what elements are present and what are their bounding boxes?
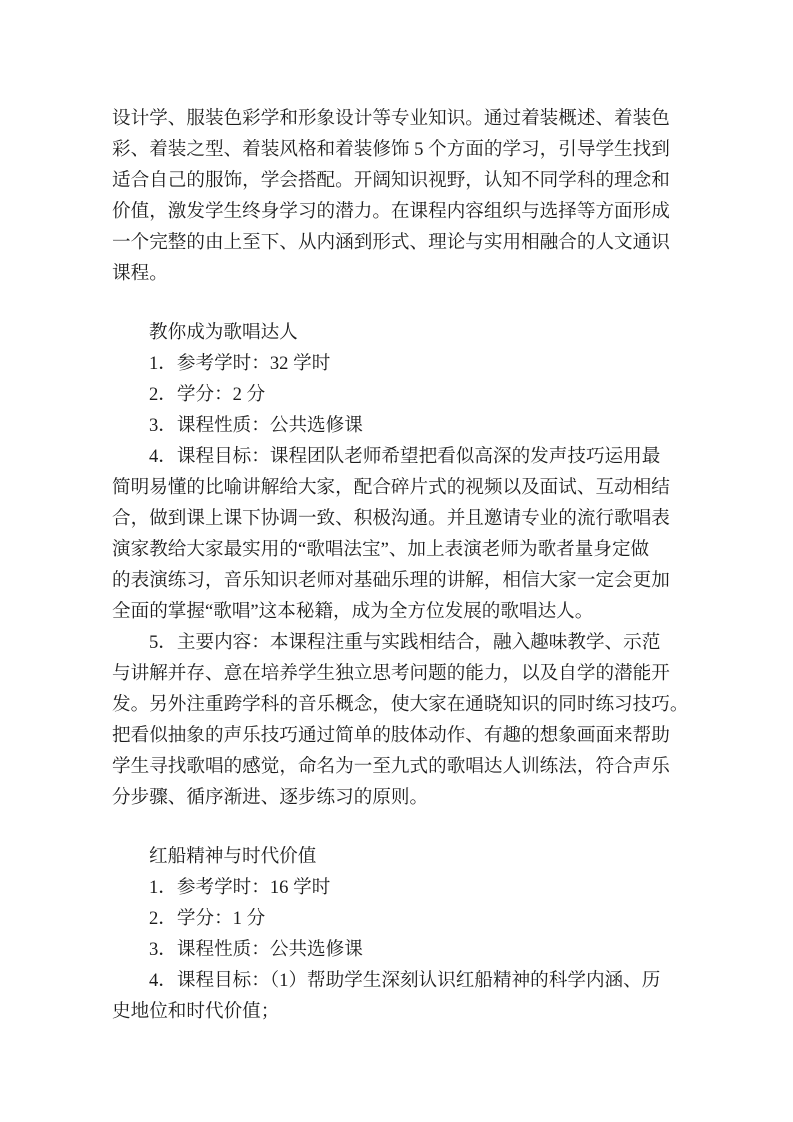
text-line: 史地位和时代价值； — [112, 1001, 280, 1022]
text-line: 把看似抽象的声乐技巧通过简单的肢体动作、有趣的想象画面来帮助 — [112, 725, 670, 746]
text-line: 与讲解并存、意在培养学生独立思考问题的能力，以及自学的潜能开 — [112, 663, 670, 684]
course-item-goals: 4．课程目标：课程团队老师希望把看似高深的发声技巧运用最 — [149, 446, 661, 467]
intro-paragraph — [112, 103, 672, 289]
text-line: 学生寻找歌唱的感觉，命名为一至九式的歌唱达人训练法，符合声乐 — [112, 756, 670, 777]
text-line: 的表演练习，音乐知识老师对基础乐理的讲解，相信大家一定会更加 — [112, 570, 670, 591]
course-title: 红船精神与时代价值 — [149, 846, 317, 867]
text-line: 全面的掌握“歌唱”这本秘籍，成为全方位发展的歌唱达人。 — [112, 601, 594, 622]
course-item-type: 3．课程性质：公共选修课 — [149, 415, 363, 436]
text-line: 课程。 — [112, 263, 168, 284]
course-section-red-boat — [112, 841, 672, 1027]
text-line: 适合自己的服饰，学会搭配。开阔知识视野，认知不同学科的理念和 — [112, 170, 670, 191]
course-item-credits: 2．学分：2 分 — [149, 384, 266, 405]
text-line: 合，做到课上课下协调一致、积极沟通。并且邀请专业的流行歌唱表 — [112, 508, 670, 529]
course-item-hours: 1．参考学时：32 学时 — [149, 353, 331, 374]
text-line: 发。另外注重跨学科的音乐概念，使大家在通晓知识的同时练习技巧。 — [112, 694, 689, 715]
text-line: 彩、着装之型、着装风格和着装修饰 5 个方面的学习，引导学生找到 — [112, 139, 670, 160]
course-item-content: 5．主要内容：本课程注重与实践相结合，融入趣味教学、示范 — [149, 632, 661, 653]
course-item-goals: 4．课程目标：（1）帮助学生深刻认识红船精神的科学内涵、历 — [149, 970, 661, 991]
text-line: 简明易懂的比喻讲解给大家，配合碎片式的视频以及面试、互动相结 — [112, 477, 670, 498]
text-line: 分步骤、循序渐进、逐步练习的原则。 — [112, 787, 429, 808]
course-section-singing — [112, 317, 689, 813]
text-line: 设计学、服装色彩学和形象设计等专业知识。通过着装概述、着装色 — [112, 108, 670, 129]
course-item-hours: 1．参考学时：16 学时 — [149, 877, 331, 898]
text-line: 价值，激发学生终身学习的潜力。在课程内容组织与选择等方面形成 — [112, 201, 670, 222]
course-item-type: 3．课程性质：公共选修课 — [149, 939, 363, 960]
text-line: 演家教给大家最实用的“歌唱法宝”、加上表演老师为歌者量身定做 — [112, 539, 650, 560]
text-line: 一个完整的由上至下、从内涵到形式、理论与实用相融合的人文通识 — [112, 232, 670, 253]
course-item-credits: 2．学分：1 分 — [149, 908, 266, 929]
course-title: 教你成为歌唱达人 — [149, 322, 298, 343]
document-body — [112, 103, 689, 1027]
